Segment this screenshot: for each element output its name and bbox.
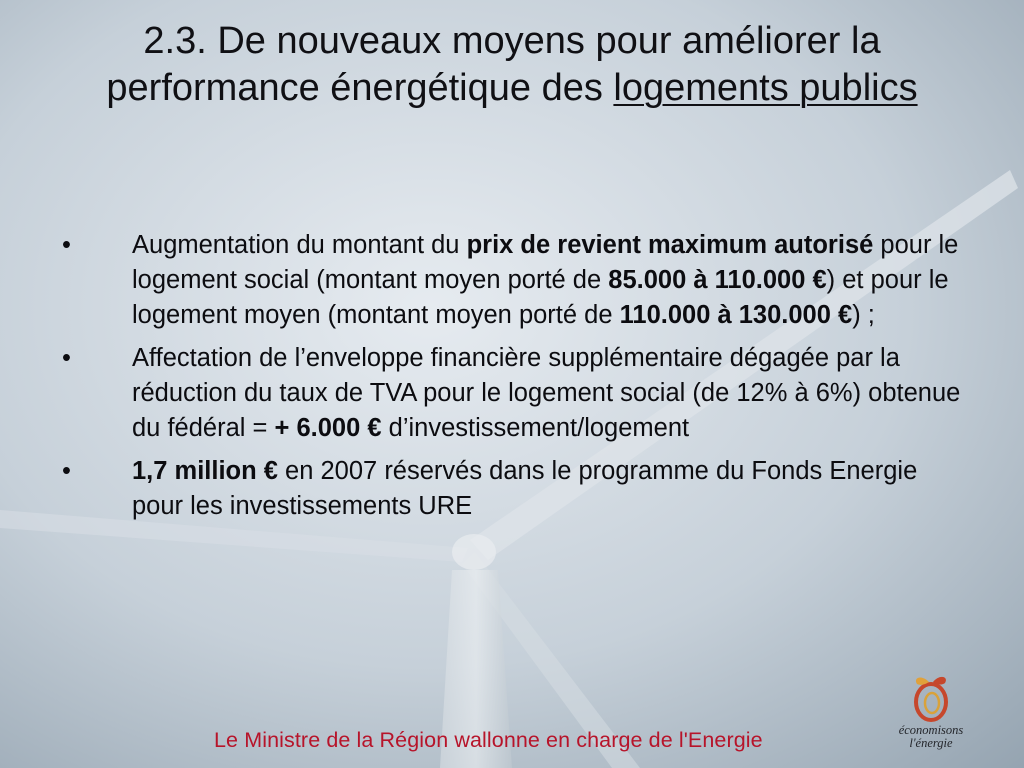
- title-text: 2.3. De nouveaux moyens pour améliorer la performance énergétique des: [106, 20, 881, 109]
- bullet-text-bold: prix de revient maximum autorisé: [466, 231, 874, 259]
- slide-title: [40, 18, 984, 112]
- bullet-text: pour le logement social (montant moyen porté de: [132, 231, 959, 294]
- bullet-text: Affectation de l’enveloppe financière supplémentaire dégagée par la réduction du taux de TVA pour le logement social (de 12% à 6%) obtenue du fédéral =: [132, 344, 961, 442]
- bullet-list: [62, 228, 962, 532]
- bullet-text-bold: 85.000 à 110.000 €: [608, 266, 827, 294]
- bullet-text: ) et pour le logement moyen (montant moyen porté de: [132, 266, 949, 329]
- bullet-item: [62, 454, 962, 524]
- bullet-text: d’investissement/logement: [381, 414, 690, 442]
- footer-text: Le Ministre de la Région wallonne en charge de l'Energie: [214, 728, 763, 752]
- bullet-marker: •: [62, 457, 71, 485]
- bullet-text: ) ;: [852, 301, 875, 329]
- bullet-marker: •: [62, 231, 71, 259]
- bullet-marker: •: [62, 344, 71, 372]
- bullet-text: Augmentation du montant du: [132, 231, 467, 259]
- bullet-text-bold: + 6.000 €: [274, 414, 382, 442]
- title-underlined-text: logements publics: [613, 67, 918, 109]
- bullet-text: en 2007 réservés dans le programme du Fonds Energie pour les investissements URE: [132, 457, 918, 520]
- logo-text-line1: économisons: [898, 723, 964, 737]
- bullet-item: [62, 341, 962, 446]
- bullet-text-bold: 110.000 à 130.000 €: [619, 301, 853, 329]
- bullet-text-bold: 1,7 million €: [132, 457, 278, 485]
- energy-savings-logo-icon: [907, 672, 955, 724]
- logo-text-line2: l'énergie: [909, 736, 953, 750]
- energy-logo: [876, 672, 986, 760]
- bullet-item: [62, 228, 962, 333]
